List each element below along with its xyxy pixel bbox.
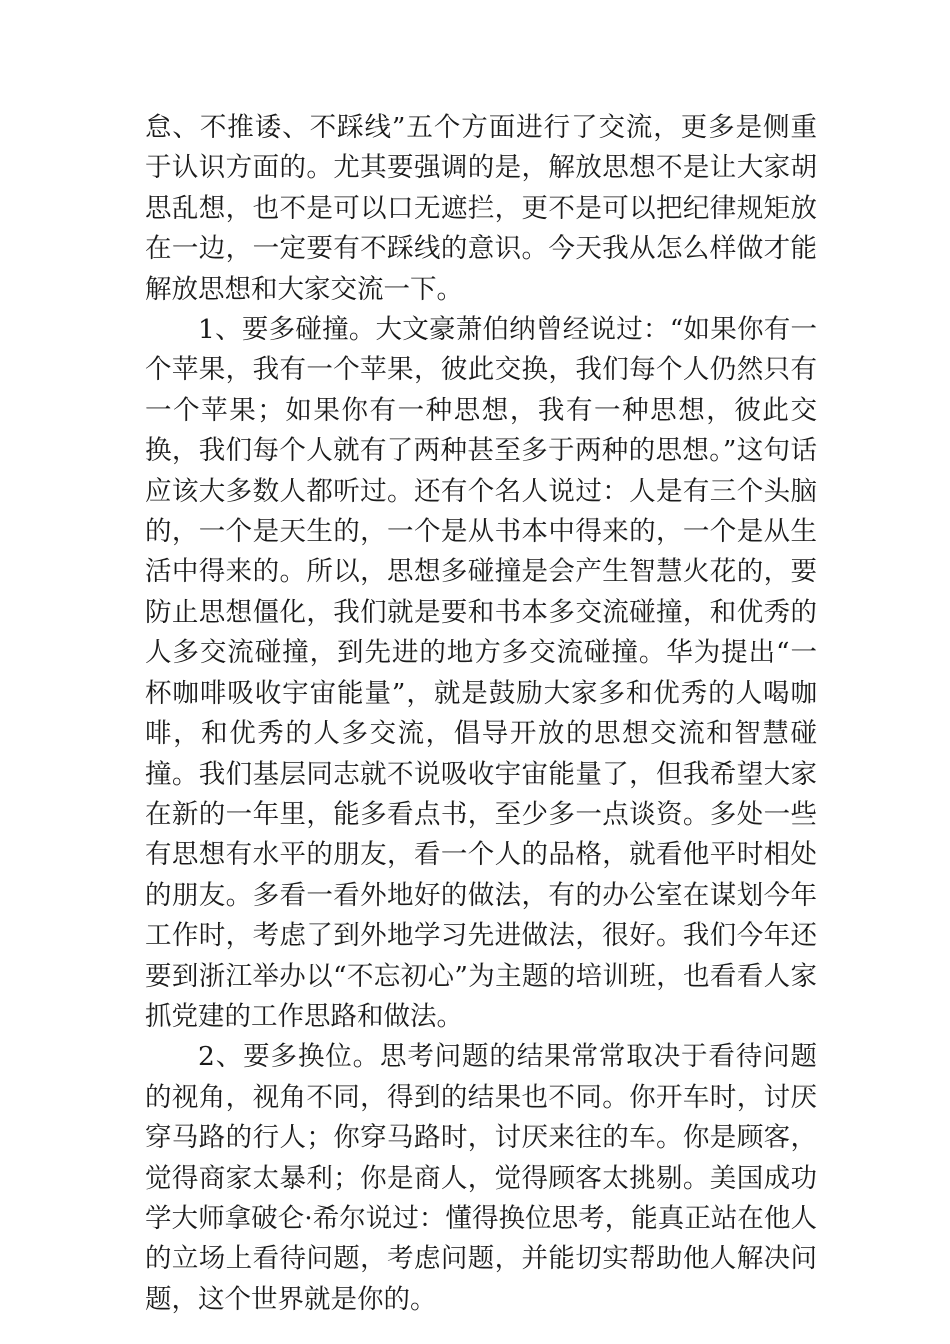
paragraph-intro: 怠、不推诿、不踩线”五个方面进行了交流，更多是侧重于认识方面的。尤其要强调的是，解放思想不是让大家胡思乱想，也不是可以口无遮拦，更不是可以把纪律规矩放在一边，一定要有不踩线的意识。今天我从怎么样做才能解放思想和大家交流一下。 — [145, 112, 817, 305]
document-body — [145, 108, 817, 1320]
paragraph-point-1: 1、要多碰撞。大文豪萧伯纳曾经说过：“如果你有一个苹果，我有一个苹果，彼此交换，我们每个人仍然只有一个苹果；如果你有一种思想，我有一种思想，彼此交换，我们每个人就有了两种甚至多于两种的思想。”这句话应该大多数人都听过。还有个名人说过：人是有三个头脑的，一个是天生的，一个是从书本中得来的，一个是从生活中得来的。所以，思想多碰撞是会产生智慧火花的，要防止思想僵化，我们就是要和书本多交流碰撞，和优秀的人多交流碰撞，到先进的地方多交流碰撞。华为提出“一杯咖啡吸收宇宙能量”，就是鼓励大家多和优秀的人喝咖啡，和优秀的人多交流，倡导开放的思想交流和智慧碰撞。我们基层同志就不说吸收宇宙能量了，但我希望大家在新的一年里，能多看点书，至少多一点谈资。多处一些有思想有水平的朋友，看一个人的品格，就看他平时相处的朋友。多看一看外地好的做法，有的办公室在谋划今年工作时，考虑了到外地学习先进做法，很好。我们今年还要到浙江举办以“不忘初心”为主题的培训班，也看看人家抓党建的工作思路和做法。 — [145, 314, 817, 1032]
paragraph-point-2: 2、要多换位。思考问题的结果常常取决于看待问题的视角，视角不同，得到的结果也不同。你开车时，讨厌穿马路的行人；你穿马路时，讨厌来往的车。你是顾客，觉得商家太暴利；你是商人，觉得顾客太挑剔。美国成功学大师拿破仑·希尔说过：懂得换位思考，能真正站在他人的立场上看待问题，考虑问题，并能切实帮助他人解决问题，这个世界就是你的。 — [145, 1041, 817, 1315]
